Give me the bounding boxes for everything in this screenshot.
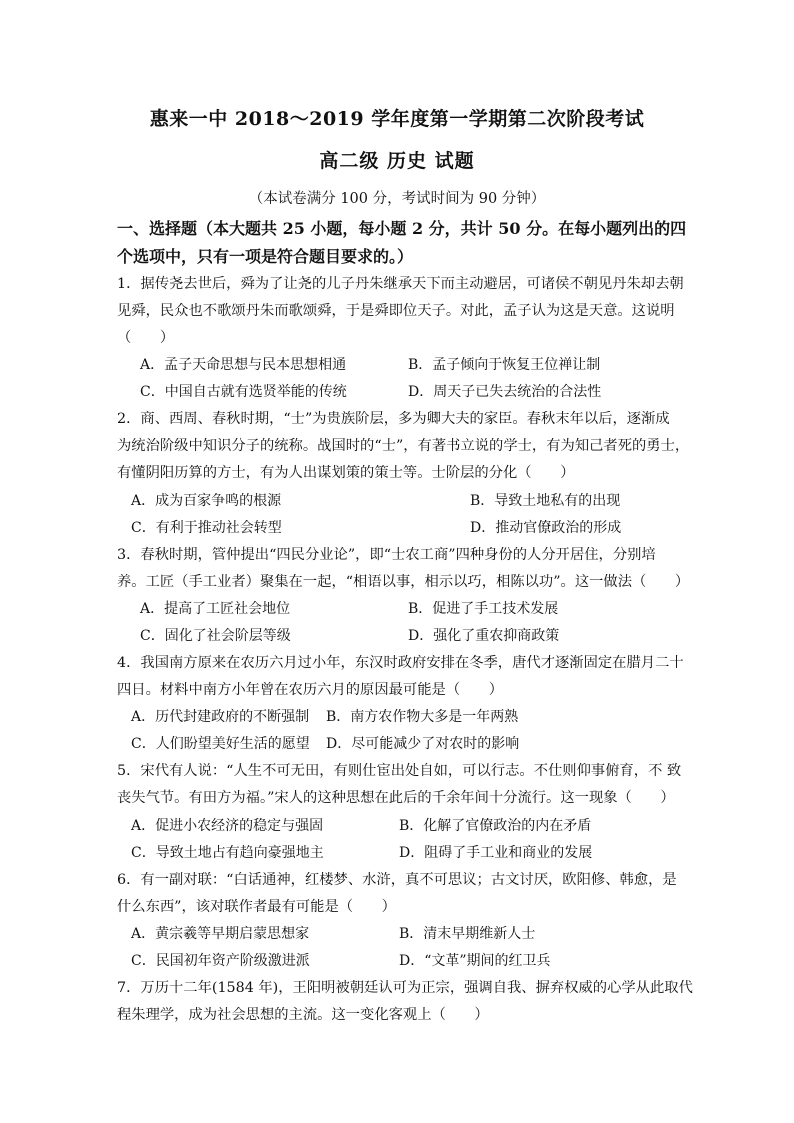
q2-option-a: A．成为百家争鸣的根源 <box>131 493 282 509</box>
q2-option-d: D．推动官僚政治的形成 <box>470 520 622 536</box>
q2-stem-line-1: 2．商、西周、春秋时期，“士”为贵族阶层，多为卿大夫的家臣。春秋末年以后，逐渐成 <box>117 411 670 427</box>
q2-stem-line-2: 为统治阶级中知识分子的统称。战国时的“士”，有著书立说的学士，有为知己者死的勇士， <box>117 438 690 454</box>
q2-option-c: C．有利于推动社会转型 <box>131 520 282 536</box>
q5-stem-line-2: 丧失气节。有田方为福。”宋人的这种思想在此后的千余年间十分流行。这一现象（ ） <box>117 790 675 806</box>
q6-stem-line-2: 什么东西”，该对联作者最有可能是（ ） <box>117 899 396 915</box>
q3-option-c: C．固化了社会阶层等级 <box>140 628 291 644</box>
q2-stem-line-3: 有懂阴阳历算的方士，有为人出谋划策的策士等。士阶层的分化（ ） <box>117 465 575 481</box>
q2-option-b: B．导致土地私有的出现 <box>470 493 621 509</box>
q7-stem-line-2: 程朱理学，成为社会思想的主流。这一变化客观上（ ） <box>117 1007 489 1023</box>
exam-subtitle: 高二级 历史 试题 <box>319 150 475 172</box>
q4-option-b: B．南方农作物大多是一年两熟 <box>326 709 519 725</box>
q1-option-c: C．中国自古就有选贤举能的传统 <box>140 384 347 400</box>
q6-stem-line-1: 6．有一副对联：“白话通神，红楼梦、水浒，真不可思议；古文讨厌，欧阳修、韩愈，是 <box>117 872 677 888</box>
q1-option-b: B．孟子倾向于恢复王位禅让制 <box>408 357 601 373</box>
q5-stem-line-1: 5．宋代有人说：“人生不可无田，有则仕宦出处自如，可以行志。不仕则仰事俯育，不 致 <box>117 763 682 779</box>
q1-stem-line-3: （ ） <box>117 330 175 346</box>
q6-option-b: B．清末早期维新人士 <box>399 926 536 942</box>
q4-option-d: D．尽可能减少了对农时的影响 <box>326 736 520 752</box>
q5-option-d: D．阻碍了手工业和商业的发展 <box>399 845 593 861</box>
q5-option-c: C．导致土地占有趋向豪强地主 <box>131 845 324 861</box>
q1-stem-line-1: 1．据传尧去世后，舜为了让尧的儿子丹朱继承天下而主动避居，可诸侯不朝见丹朱却去朝 <box>117 276 684 292</box>
section-heading-line-1: 一、选择题（本大题共 25 小题，每小题 2 分，共计 50 分。在每小题列出的四 <box>117 219 687 238</box>
q3-option-d: D．强化了重农抑商政策 <box>408 628 560 644</box>
q1-option-d: D．周天子已失去统治的合法性 <box>408 384 602 400</box>
q3-option-b: B．促进了手工技术发展 <box>408 601 559 617</box>
q6-option-c: C．民国初年资产阶级激进派 <box>131 953 310 969</box>
q4-stem-line-2: 四日。材料中南方小年曾在农历六月的原因最可能是（ ） <box>117 682 504 698</box>
q6-option-a: A．黄宗羲等早期启蒙思想家 <box>131 926 310 942</box>
q4-option-c: C．人们盼望美好生活的愿望 <box>131 736 310 752</box>
exam-note: （本试卷满分 100 分，考试时间为 90 分钟） <box>248 191 546 207</box>
section-heading-line-2: 个选项中，只有一项是符合题目要求的。） <box>117 247 414 266</box>
q1-option-a: A．孟子天命思想与民本思想相通 <box>140 357 347 373</box>
q3-stem-line-1: 3．春秋时期，管仲提出“四民分业论”，即“士农工商”四种身份的人分开居住，分别培 <box>117 547 656 563</box>
q3-option-a: A．提高了工匠社会地位 <box>140 601 291 617</box>
q4-option-a: A．历代封建政府的不断强制 <box>131 709 310 725</box>
q6-option-d: D．“文革”期间的红卫兵 <box>399 953 551 969</box>
q7-stem-line-1: 7．万历十二年(1584 年)，王阳明被朝廷认可为正宗，强调自我、摒弃权威的心学从此取代 <box>117 980 693 996</box>
q3-stem-line-2: 养。工匠（手工业者）聚集在一起，“相语以事，相示以巧，相陈以功”。这一做法（ ） <box>117 574 690 590</box>
q1-stem-line-2: 见舜，民众也不歌颂丹朱而歌颂舜，于是舜即位天子。对此，孟子认为这是天意。这说明 <box>117 303 675 319</box>
q4-stem-line-1: 4．我国南方原来在农历六月过小年，东汉时政府安排在冬季，唐代才逐渐固定在腊月二十 <box>117 655 684 671</box>
exam-title: 惠来一中 2018～2019 学年度第一学期第二次阶段考试 <box>149 108 645 130</box>
q5-option-a: A．促进小农经济的稳定与强固 <box>131 818 324 834</box>
q5-option-b: B．化解了官僚政治的内在矛盾 <box>399 818 592 834</box>
